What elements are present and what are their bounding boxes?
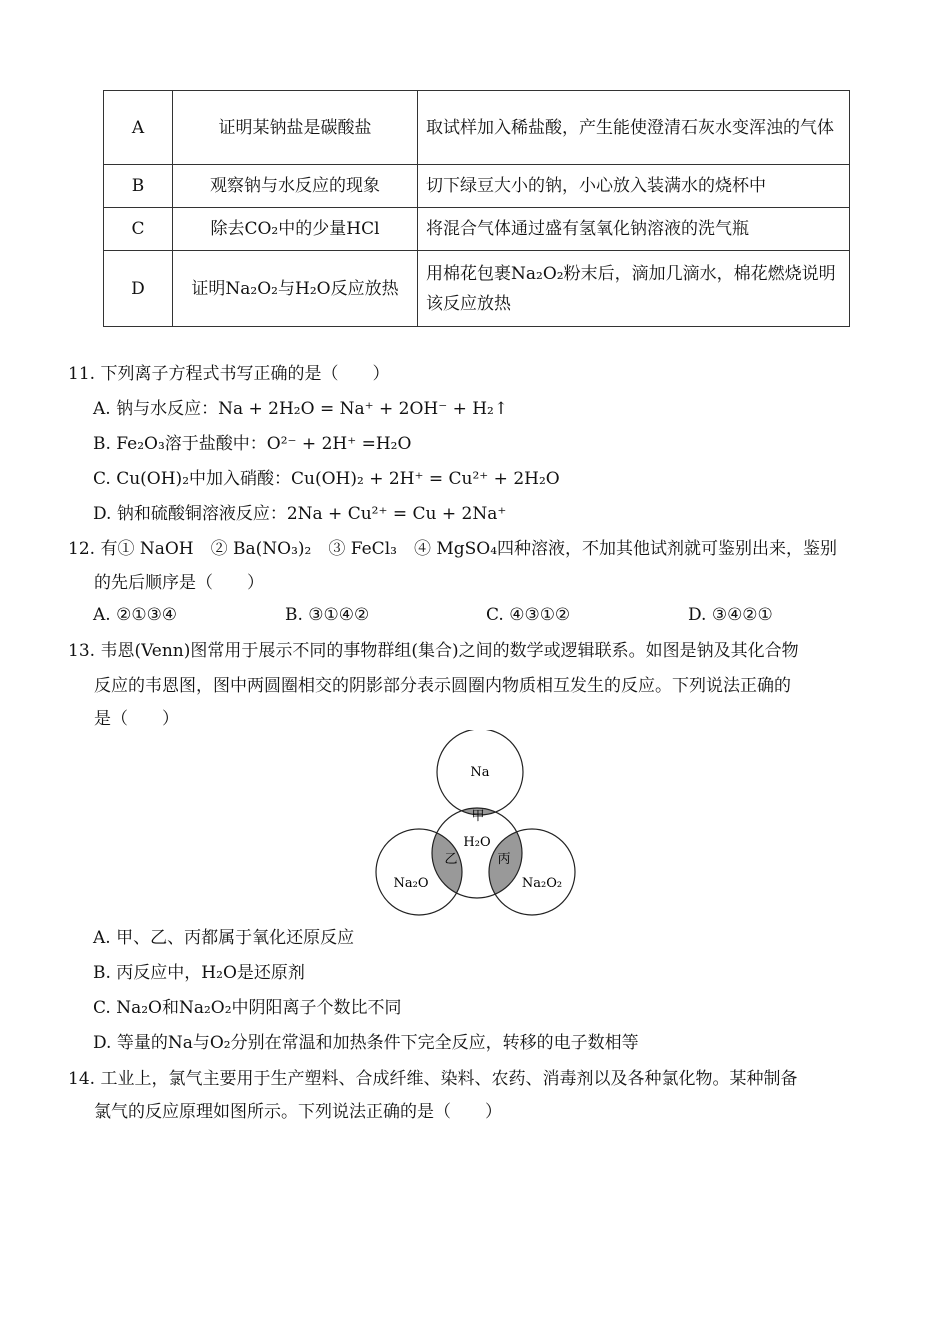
table-row xyxy=(104,165,850,208)
label-na2o: Na₂O xyxy=(393,876,429,891)
row-method: 用棉花包裹Na₂O₂粉末后，滴加几滴水，棉花燃烧说明该反应放热 xyxy=(418,251,850,327)
q13-option-d: D. 等量的Na与O₂分别在常温和加热条件下完全反应，转移的电子数相等 xyxy=(93,1033,639,1053)
row-label: B xyxy=(104,165,173,208)
experiment-table xyxy=(103,90,850,327)
q12-option-d: D. ③④②① xyxy=(688,605,773,625)
row-purpose: 证明Na₂O₂与H₂O反应放热 xyxy=(173,251,418,327)
row-method: 切下绿豆大小的钠，小心放入装满水的烧杯中 xyxy=(418,165,850,208)
q14-stem-line2: 氯气的反应原理如图所示。下列说法正确的是（ ） xyxy=(94,1102,502,1122)
q11-option-b: B. Fe₂O₃溶于盐酸中：O²⁻ + 2H⁺ =H₂O xyxy=(93,434,412,454)
q12-stem-line2: 的先后顺序是（ ） xyxy=(94,573,264,593)
q12-option-a: A. ②①③④ xyxy=(93,605,178,625)
q11-option-d: D. 钠和硫酸铜溶液反应：2Na + Cu²⁺ = Cu + 2Na⁺ xyxy=(93,504,507,524)
label-na: Na xyxy=(470,765,490,780)
q14-stem-line1: 14. 工业上，氯气主要用于生产塑料、合成纤维、染料、农药、消毒剂以及各种氯化物。某种制备 xyxy=(68,1069,798,1089)
row-label: A xyxy=(104,91,173,165)
q13-stem-line2: 反应的韦恩图，图中两圆圈相交的阴影部分表示圆圈内物质相互发生的反应。下列说法正确的 xyxy=(94,676,791,696)
q11-option-c: C. Cu(OH)₂中加入硝酸：Cu(OH)₂ + 2H⁺ = Cu²⁺ + 2H₂O xyxy=(93,469,560,489)
table-row xyxy=(104,91,850,165)
label-region-bing: 丙 xyxy=(497,852,511,867)
label-region-yi: 乙 xyxy=(444,852,458,867)
label-h2o: H₂O xyxy=(463,835,491,850)
q12-option-c: C. ④③①② xyxy=(486,605,571,625)
row-label: D xyxy=(104,251,173,327)
q13-option-b: B. 丙反应中，H₂O是还原剂 xyxy=(93,963,305,983)
row-purpose: 除去CO₂中的少量HCl xyxy=(173,208,418,251)
q12-stem-line1: 12. 有① NaOH ② Ba(NO₃)₂ ③ FeCl₃ ④ MgSO₄四种溶液，不加其他试剂就可鉴别出来，鉴别 xyxy=(68,539,838,559)
q11-stem: 11. 下列离子方程式书写正确的是（ ） xyxy=(68,364,390,384)
row-method: 将混合气体通过盛有氢氧化钠溶液的洗气瓶 xyxy=(418,208,850,251)
q13-option-c: C. Na₂O和Na₂O₂中阴阳离子个数比不同 xyxy=(93,998,402,1018)
table-row xyxy=(104,208,850,251)
row-purpose: 证明某钠盐是碳酸盐 xyxy=(173,91,418,165)
q12-option-b: B. ③①④② xyxy=(285,605,370,625)
q13-option-a: A. 甲、乙、丙都属于氧化还原反应 xyxy=(93,928,355,948)
venn-diagram xyxy=(360,730,590,925)
label-region-jia: 甲 xyxy=(471,809,485,824)
q11-option-a: A. 钠与水反应：Na + 2H₂O = Na⁺ + 2OH⁻ + H₂↑ xyxy=(93,399,509,419)
row-label: C xyxy=(104,208,173,251)
q13-stem-line1: 13. 韦恩(Venn)图常用于展示不同的事物群组(集合)之间的数学或逻辑联系。如图是钠及其化合物 xyxy=(68,641,799,661)
row-method: 取试样加入稀盐酸，产生能使澄清石灰水变浑浊的气体 xyxy=(418,91,850,165)
label-na2o2: Na₂O₂ xyxy=(521,876,563,891)
q13-stem-line3: 是（ ） xyxy=(94,709,179,729)
table-row xyxy=(104,251,850,327)
row-purpose: 观察钠与水反应的现象 xyxy=(173,165,418,208)
